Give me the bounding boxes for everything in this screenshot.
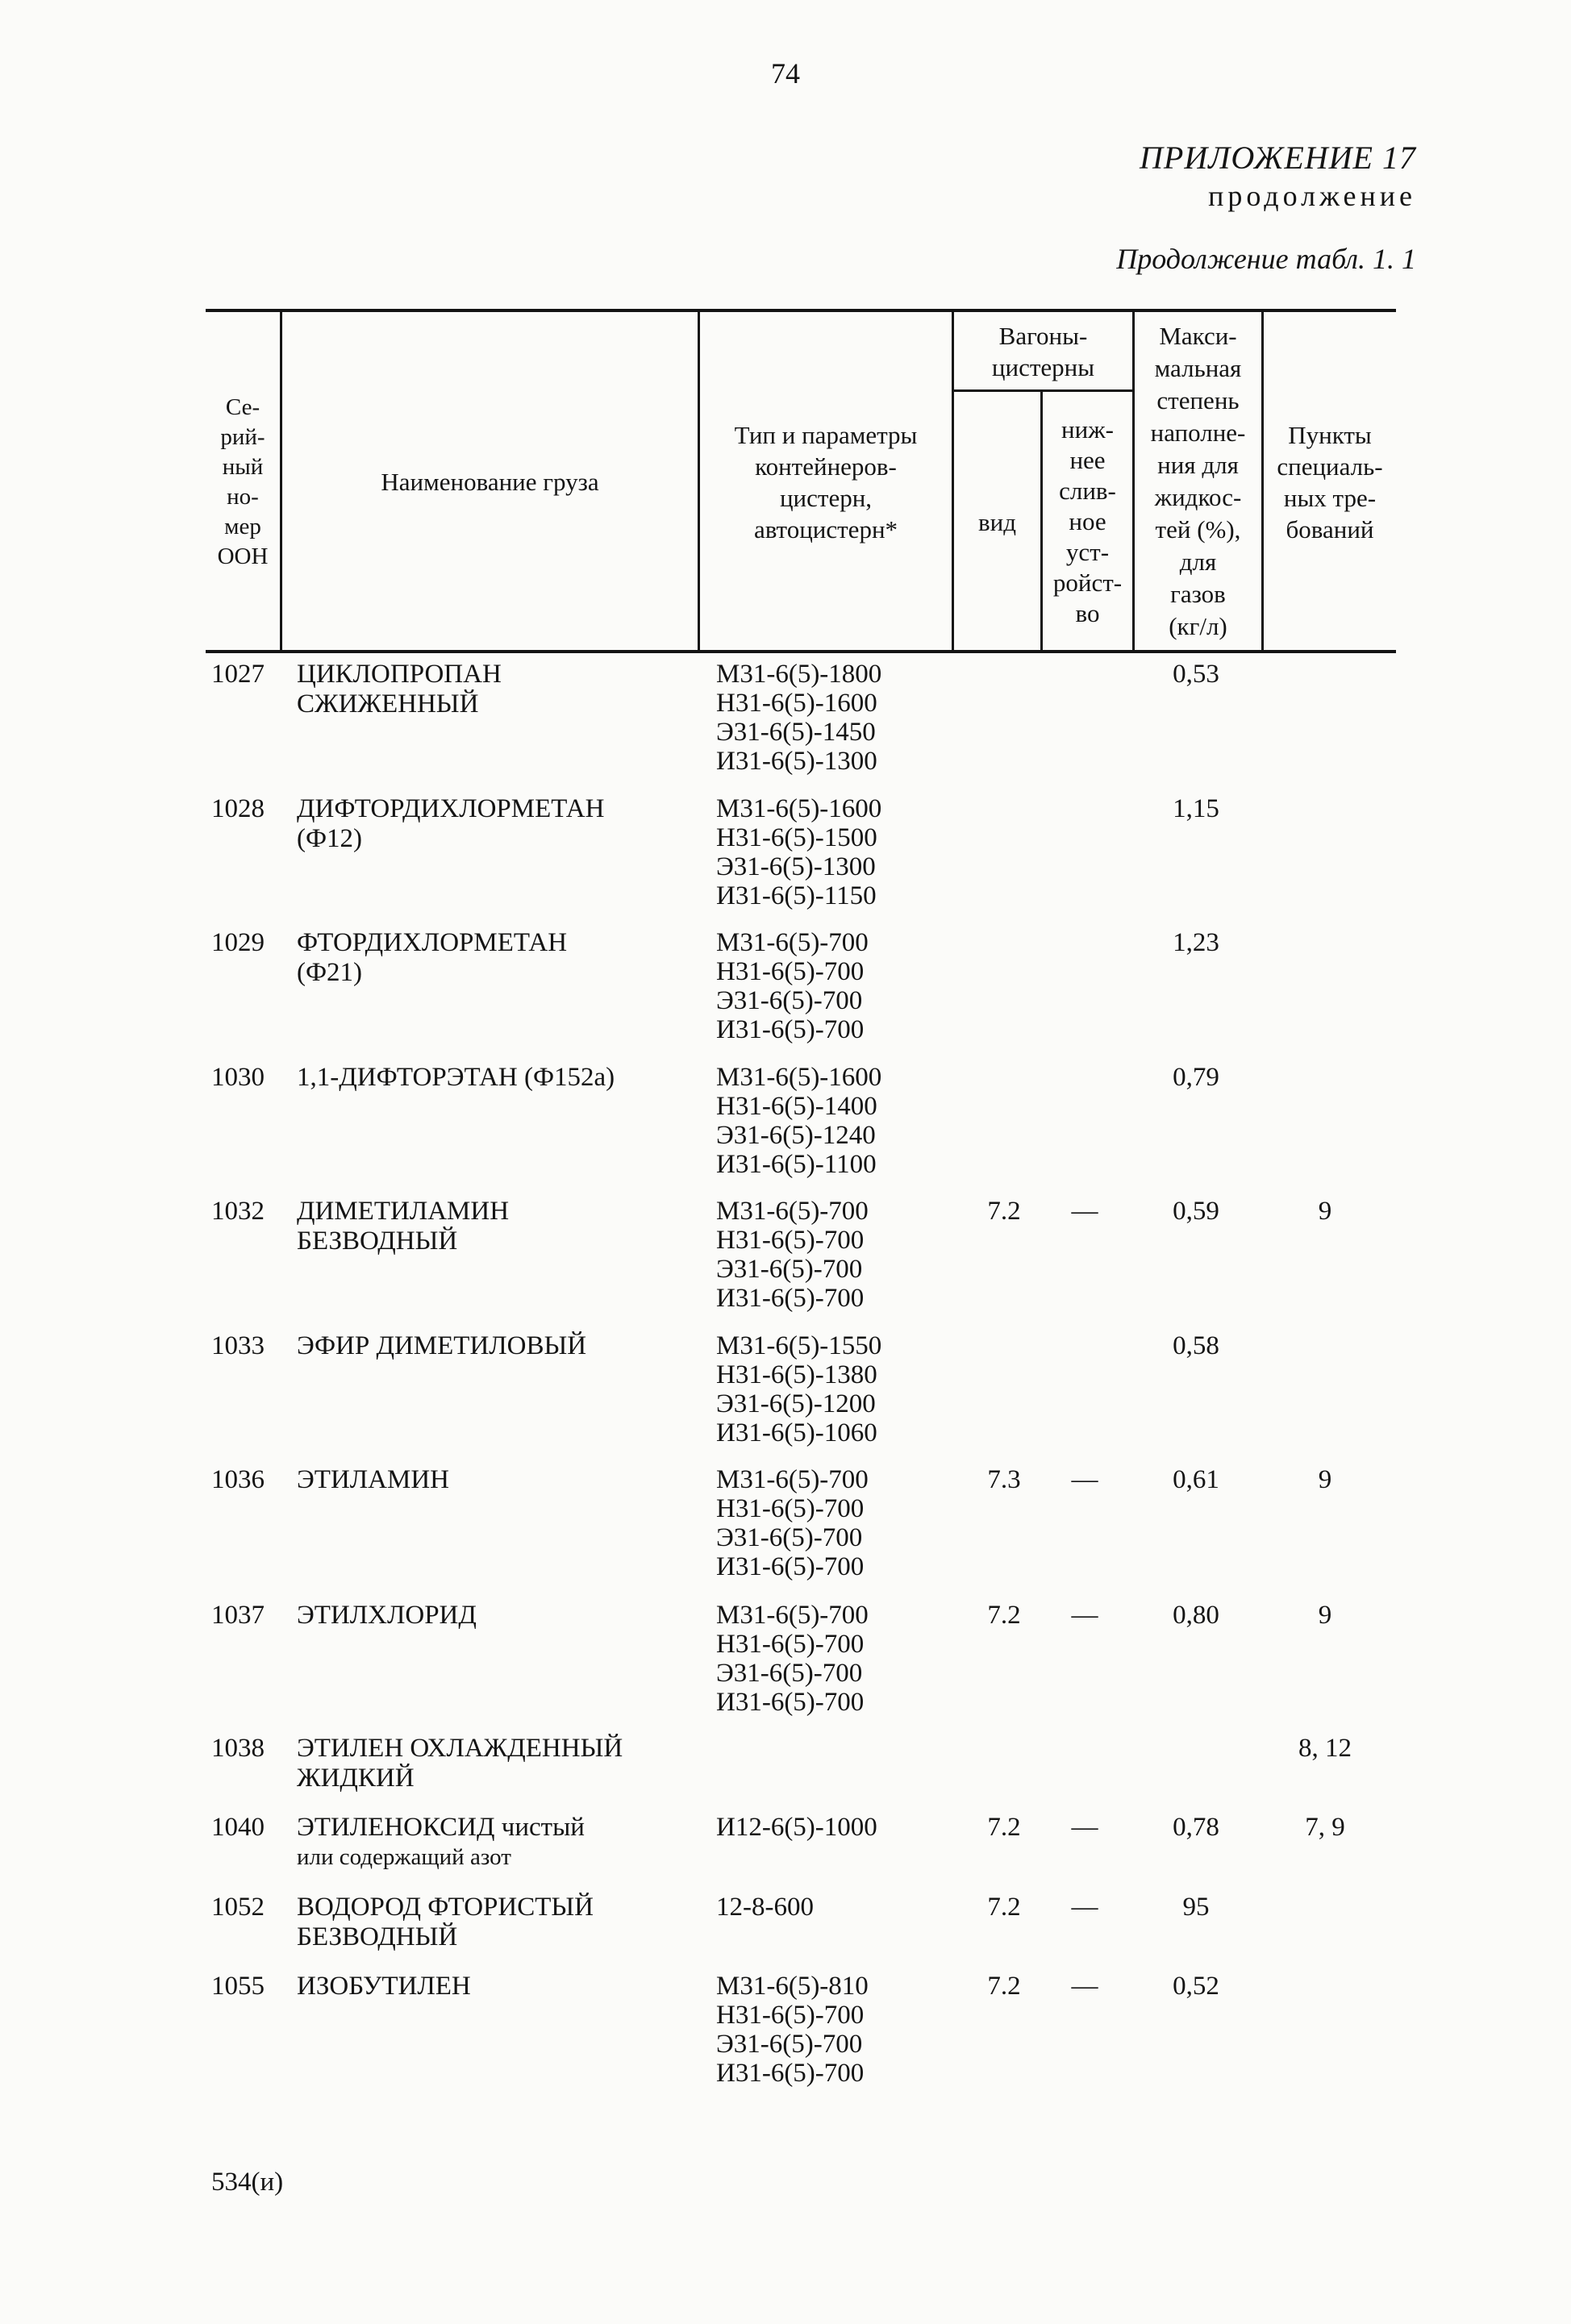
row-container-types: М31-6(5)-700 Н31-6(5)-700 Э31-6(5)-700 И31-6(5)-700 (716, 1197, 869, 1313)
header-container-type: Тип и параметры контейнеров- цистерн, автоцистерн* (734, 420, 918, 544)
row-wagon-type: 7.2 (987, 1601, 1021, 1630)
row-max-fill: 95 (1182, 1893, 1210, 1922)
row-bottom-drain: — (1071, 1813, 1098, 1842)
table-header-bottom-rule (206, 650, 1396, 653)
row-max-fill: 0,53 (1173, 660, 1219, 689)
row-container-types: М31-6(5)-810 Н31-6(5)-700 Э31-6(5)-700 И31-6(5)-700 (716, 1972, 869, 2088)
header-cargo-name: Наименование груза (381, 468, 599, 496)
table-caption: Продолжение табл. 1. 1 (1116, 243, 1416, 275)
row-container-types: М31-6(5)-1800 Н31-6(5)-1600 Э31-6(5)-1450 И31-6(5)-1300 (716, 660, 882, 776)
header-special-points: Пункты специаль- ных тре- бований (1277, 420, 1383, 544)
header-tank-wagons: Вагоны- цистерны (991, 321, 1095, 381)
footer-print-code: 534(и) (211, 2168, 284, 2197)
row-container-types: М31-6(5)-1600 Н31-6(5)-1500 Э31-6(5)-1300 И31-6(5)-1150 (716, 794, 882, 910)
row-max-fill: 1,23 (1173, 928, 1219, 957)
header-serial-number: Се- рий- ный но- мер ООН (217, 394, 269, 569)
row-serial-number: 1033 (211, 1331, 265, 1360)
page-number: 74 (771, 57, 800, 90)
row-max-fill: 0,58 (1173, 1331, 1219, 1360)
row-serial-number: 1038 (211, 1734, 265, 1763)
row-bottom-drain: — (1071, 1197, 1098, 1226)
row-max-fill: 0,78 (1173, 1813, 1219, 1842)
row-special-points: 8, 12 (1298, 1734, 1352, 1763)
row-serial-number: 1037 (211, 1601, 265, 1630)
row-cargo-name: ДИФТОРДИХЛОРМЕТАН (Ф12) (297, 794, 605, 853)
row-serial-number: 1029 (211, 928, 265, 957)
appendix-title: ПРИЛОЖЕНИЕ 17 (1140, 140, 1416, 176)
row-cargo-name: 1,1-ДИФТОРЭТАН (Ф152а) (297, 1063, 615, 1092)
row-special-points: 9 (1318, 1601, 1332, 1630)
table-top-rule (206, 309, 1396, 312)
row-cargo-name: ЭТИЛАМИН (297, 1465, 449, 1494)
row-serial-number: 1032 (211, 1197, 265, 1226)
row-serial-number: 1052 (211, 1893, 265, 1922)
row-cargo-name: ЭТИЛЕН ОХЛАЖДЕННЫЙ ЖИДКИЙ (297, 1734, 623, 1793)
row-serial-number: 1036 (211, 1465, 265, 1494)
row-cargo-name: ЦИКЛОПРОПАН СЖИЖЕННЫЙ (297, 660, 502, 718)
row-wagon-type: 7.2 (987, 1197, 1021, 1226)
row-serial-number: 1040 (211, 1813, 265, 1842)
row-wagon-type: 7.2 (987, 1972, 1021, 2001)
row-container-types: И12-6(5)-1000 (716, 1813, 877, 1842)
row-container-types: М31-6(5)-1600 Н31-6(5)-1400 Э31-6(5)-1240 И31-6(5)-1100 (716, 1063, 882, 1179)
row-container-types: М31-6(5)-700 Н31-6(5)-700 Э31-6(5)-700 И31-6(5)-700 (716, 928, 869, 1044)
row-max-fill: 0,61 (1173, 1465, 1219, 1494)
row-bottom-drain: — (1071, 1601, 1098, 1630)
row-serial-number: 1028 (211, 794, 265, 823)
row-cargo-name: ИЗОБУТИЛЕН (297, 1972, 471, 2001)
row-cargo-name: ВОДОРОД ФТОРИСТЫЙ БЕЗВОДНЫЙ (297, 1893, 594, 1951)
row-bottom-drain: — (1071, 1465, 1098, 1494)
row-serial-number: 1055 (211, 1972, 265, 2001)
row-cargo-name: ЭТИЛЕНОКСИД чистый или содержащий азот (297, 1813, 585, 1870)
row-wagon-type: 7.2 (987, 1893, 1021, 1922)
row-container-types: М31-6(5)-1550 Н31-6(5)-1380 Э31-6(5)-1200 И31-6(5)-1060 (716, 1331, 882, 1447)
row-container-types: М31-6(5)-700 Н31-6(5)-700 Э31-6(5)-700 И31-6(5)-700 (716, 1601, 869, 1717)
row-wagon-type: 7.3 (987, 1465, 1021, 1494)
row-bottom-drain: — (1071, 1893, 1098, 1922)
row-cargo-name: ДИМЕТИЛАМИН БЕЗВОДНЫЙ (297, 1197, 510, 1256)
row-cargo-name: ЭФИР ДИМЕТИЛОВЫЙ (297, 1331, 587, 1360)
row-max-fill: 0,52 (1173, 1972, 1219, 2001)
row-special-points: 7, 9 (1305, 1813, 1345, 1842)
header-wagon-type: вид (978, 507, 1016, 536)
row-special-points: 9 (1318, 1197, 1332, 1226)
row-max-fill: 0,80 (1173, 1601, 1219, 1630)
row-cargo-name: ФТОРДИХЛОРМЕТАН (Ф21) (297, 928, 568, 987)
row-container-types: М31-6(5)-700 Н31-6(5)-700 Э31-6(5)-700 И31-6(5)-700 (716, 1465, 869, 1581)
header-max-fill: Макси- мальная степень наполне- ния для жидкос- тей (%), для газов (кг/л) (1150, 322, 1246, 640)
row-container-types: 12-8-600 (716, 1893, 814, 1922)
row-bottom-drain: — (1071, 1972, 1098, 2001)
row-serial-number: 1030 (211, 1063, 265, 1092)
appendix-subtitle: продолжение (1208, 180, 1416, 212)
row-cargo-name: ЭТИЛХЛОРИД (297, 1601, 477, 1630)
row-serial-number: 1027 (211, 660, 265, 689)
row-max-fill: 0,59 (1173, 1197, 1219, 1226)
row-max-fill: 1,15 (1173, 794, 1219, 823)
row-wagon-type: 7.2 (987, 1813, 1021, 1842)
row-special-points: 9 (1318, 1465, 1332, 1494)
row-max-fill: 0,79 (1173, 1063, 1219, 1092)
header-bottom-drain: ниж- нее слив- ное уст- ройст- во (1052, 415, 1123, 627)
